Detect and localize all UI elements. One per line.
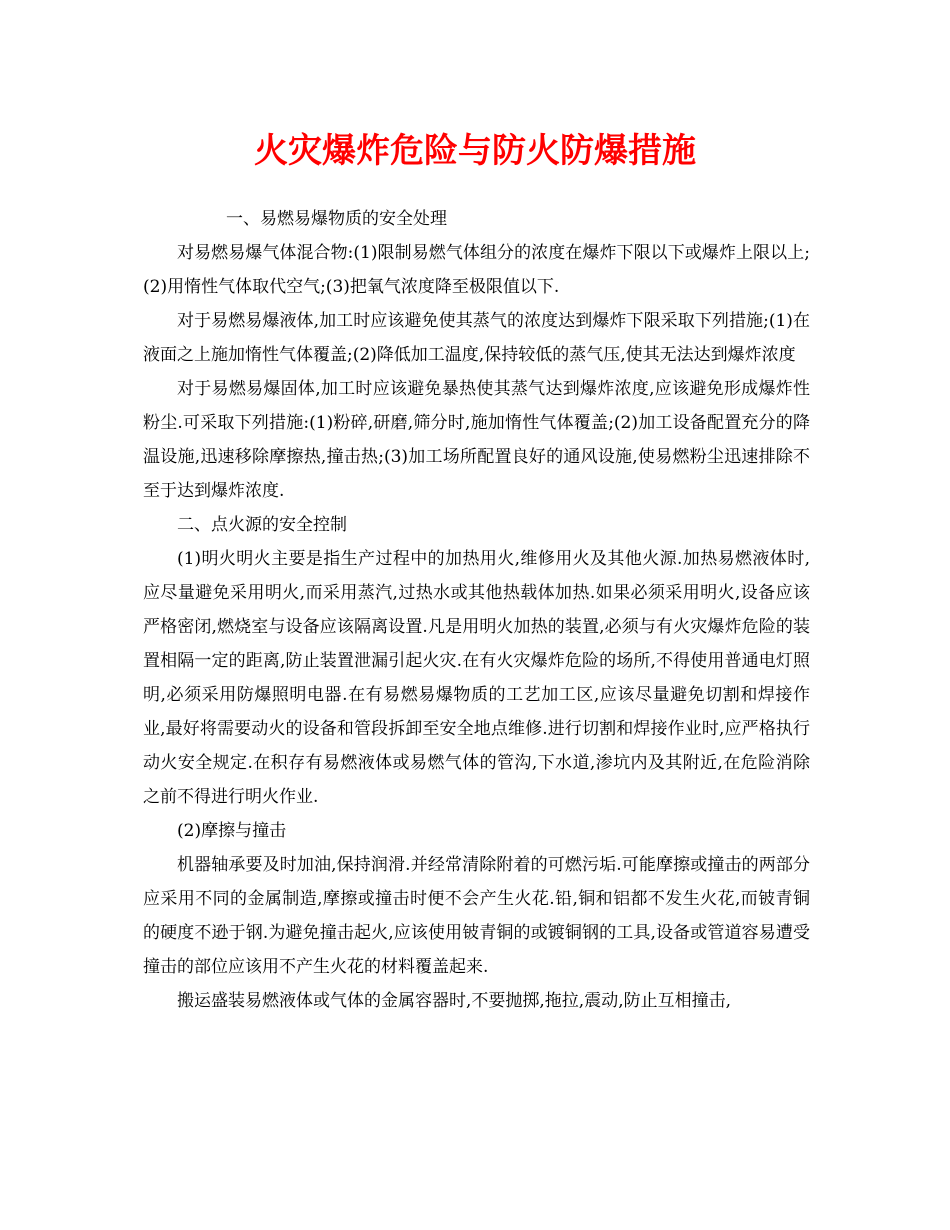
section-heading-1: 一、易燃易爆物质的安全处理 <box>226 209 447 229</box>
paragraph-gas: 对易燃易爆气体混合物:(1)限制易燃气体组分的浓度在爆炸下限以下或爆炸上限以上;(2)用惰性气体取代空气;(3)把氧气浓度降至极限值以下. <box>143 243 810 297</box>
section-heading-2: 二、点火源的安全控制 <box>177 515 347 535</box>
paragraph-liquid: 对于易燃易爆液体,加工时应该避免使其蒸气的浓度达到爆炸下限采取下列措施;(1)在液面之上施加惰性气体覆盖;(2)降低加工温度,保持较低的蒸气压,使其无法达到爆炸浓度 <box>143 311 810 365</box>
paragraph-transport: 搬运盛装易燃液体或气体的金属容器时,不要抛掷,拖拉,震动,防止互相撞击, <box>177 991 732 1011</box>
paragraph-friction: 机器轴承要及时加油,保持润滑.并经常清除附着的可燃污垢.可能摩擦或撞击的两部分应采用不同的金属制造,摩擦或撞击时便不会产生火花.铅,铜和铝都不发生火花,而铍青铜的硬度不逊于钢.为避免撞击起火,应该使用铍青铜的或镀铜钢的工具,设备或管道容易遭受撞击的部位应该用不产生火花的材料覆盖起来. <box>143 855 810 977</box>
document-title: 火灾爆炸危险与防火防爆措施 <box>254 131 696 171</box>
subheading-friction: (2)摩擦与撞击 <box>177 821 287 841</box>
document-body <box>143 202 810 1018</box>
paragraph-solid: 对于易燃易爆固体,加工时应该避免暴热使其蒸气达到爆炸浓度,应该避免形成爆炸性粉尘.可采取下列措施:(1)粉碎,研磨,筛分时,施加惰性气体覆盖;(2)加工设备配置充分的降温设施,迅速移除摩擦热,撞击热;(3)加工场所配置良好的通风设施,使易燃粉尘迅速排除不至于达到爆炸浓度. <box>143 379 810 501</box>
paragraph-open-flame: (1)明火明火主要是指生产过程中的加热用火,维修用火及其他火源.加热易燃液体时,应尽量避免采用明火,而采用蒸汽,过热水或其他热载体加热.如果必须采用明火,设备应该严格密闭,燃烧室与设备应该隔离设置.凡是用明火加热的装置,必须与有火灾爆炸危险的装置相隔一定的距离,防止装置泄漏引起火灾.在有火灾爆炸危险的场所,不得使用普通电灯照明,必须采用防爆照明电器.在有易燃易爆物质的工艺加工区,应该尽量避免切割和焊接作业,最好将需要动火的设备和管段拆卸至安全地点维修.进行切割和焊接作业时,应严格执行动火安全规定.在积存有易燃液体或易燃气体的管沟,下水道,渗坑内及其附近,在危险消除之前不得进行明火作业. <box>143 549 810 807</box>
